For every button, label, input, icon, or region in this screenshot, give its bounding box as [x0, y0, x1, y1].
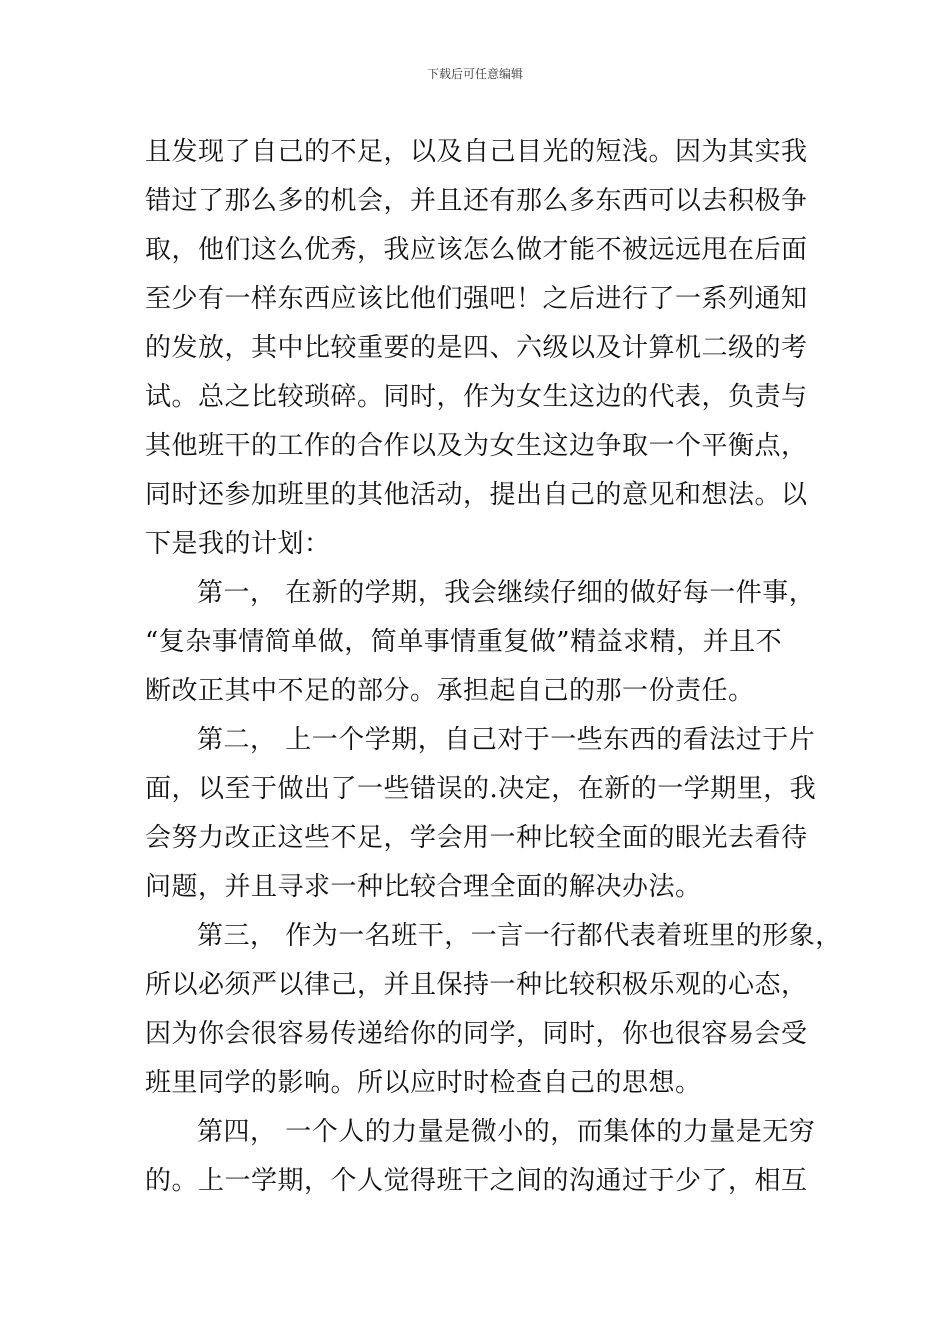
text-line: 所以必须严以律己，并且保持一种比较积极乐观的心态，	[145, 970, 808, 1000]
text-line: 同时还参加班里的其他活动，提出自己的意见和想法。以	[145, 480, 808, 510]
paragraph-first-line: 第三， 作为一名班干，一言一行都代表着班里的形象，	[197, 921, 842, 951]
paragraph-first-line: 第四， 一个人的力量是微小的，而集体的力量是无穷	[197, 1117, 816, 1147]
text-line: 取，他们这么优秀，我应该怎么做才能不被远远甩在后面	[145, 235, 808, 265]
text-line: 问题，并且寻求一种比较合理全面的解决办法。	[145, 872, 702, 902]
text-line: 因为你会很容易传递给你的同学，同时，你也很容易会受	[145, 1019, 808, 1049]
text-line: 下是我的计划：	[145, 529, 331, 559]
page-header: 下载后可任意编辑	[426, 67, 523, 81]
text-line: 错过了那么多的机会，并且还有那么多东西可以去积极争	[145, 186, 808, 216]
paragraph-first-line: 第一， 在新的学期，我会继续仔细的做好每一件事，	[197, 578, 816, 608]
text-line: 班里同学的影响。所以应时时检查自己的思想。	[145, 1068, 702, 1098]
text-line: 且发现了自己的不足，以及自己目光的短浅。因为其实我	[145, 137, 808, 167]
text-line: 的发放，其中比较重要的是四、六级以及计算机二级的考	[145, 333, 808, 363]
text-line: 会努力改正这些不足，学会用一种比较全面的眼光去看待	[145, 823, 808, 853]
text-line: 试。总之比较琐碎。同时，作为女生这边的代表，负责与	[145, 382, 808, 412]
text-line: 的。上一学期，个人觉得班干之间的沟通过于少了，相互	[145, 1166, 808, 1196]
text-line: 其他班干的工作的合作以及为女生这边争取一个平衡点，	[145, 431, 808, 461]
paragraph-first-line: 第二， 上一个学期，自己对于一些东西的看法过于片	[197, 725, 816, 755]
text-line: “复杂事情简单做，简单事情重复做”精益求精，并且不	[145, 627, 783, 657]
text-line: 断改正其中不足的部分。承担起自己的那一份责任。	[145, 676, 755, 706]
text-line: 面，以至于做出了一些错误的.决定，在新的一学期里，我	[145, 774, 817, 804]
text-line: 至少有一样东西应该比他们强吧！之后进行了一系列通知	[145, 284, 808, 314]
document-body	[145, 128, 842, 1206]
